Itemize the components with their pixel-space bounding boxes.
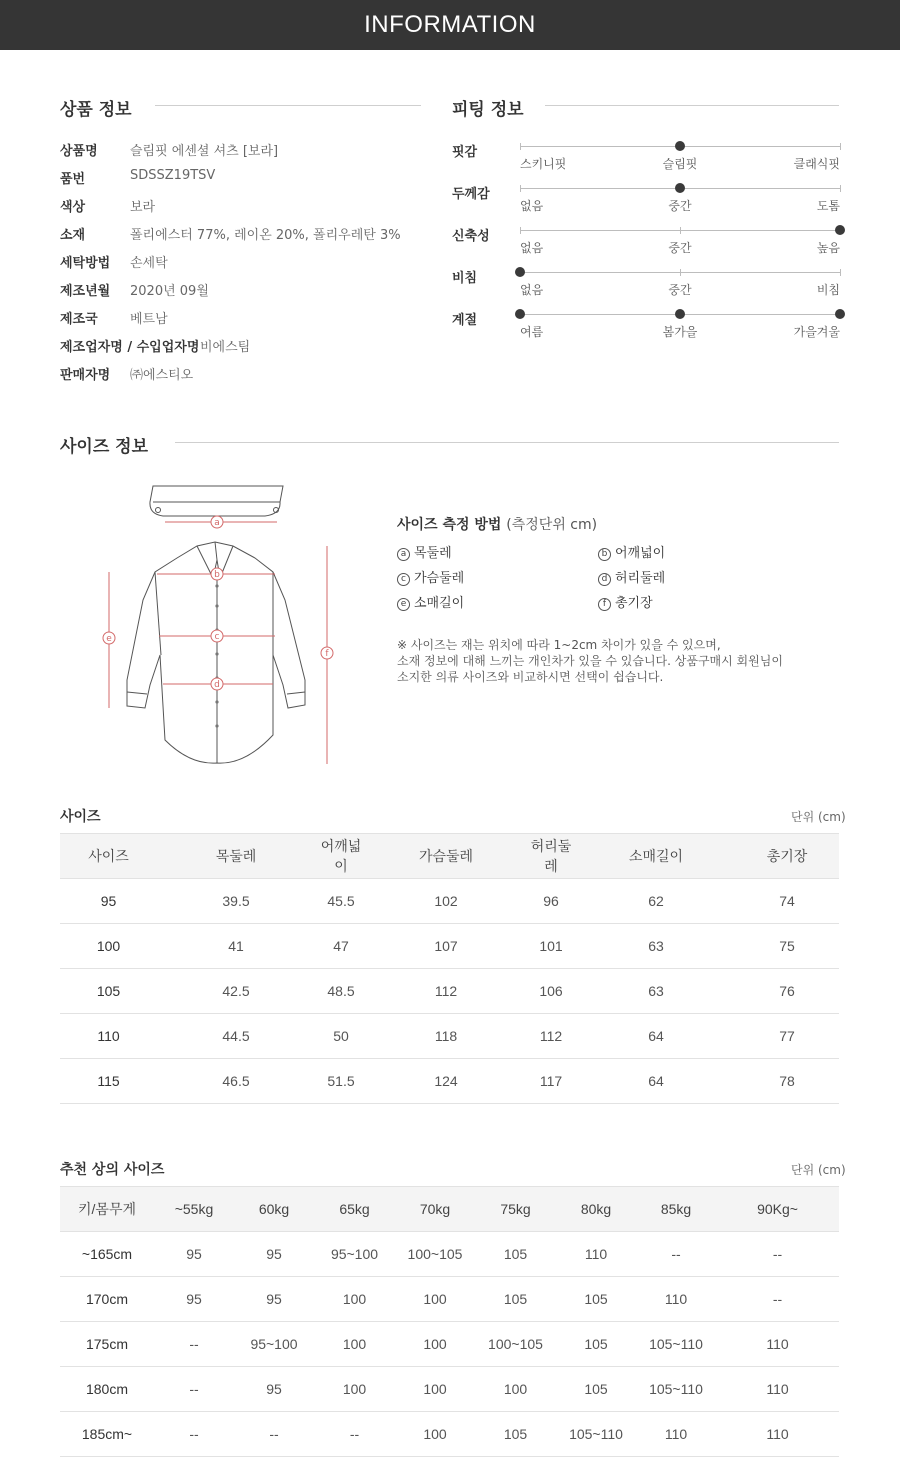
fitting-info-divider bbox=[545, 105, 839, 106]
product-info-value: 손세탁 bbox=[130, 256, 168, 271]
table-cell: 95 bbox=[234, 1277, 314, 1322]
fitting-info-title: 피팅 정보 bbox=[452, 100, 524, 120]
size-info-divider bbox=[175, 442, 839, 443]
legend-label: 총기장 bbox=[615, 596, 653, 611]
table-cell: 48.5 bbox=[315, 969, 367, 1014]
table-cell: 105 bbox=[556, 1367, 636, 1412]
table-cell: 39.5 bbox=[157, 879, 315, 924]
table-cell: 100 bbox=[314, 1322, 395, 1367]
size-table bbox=[60, 833, 839, 1104]
measure-method-label: 사이즈 측정 방법 bbox=[397, 517, 502, 533]
diagram-letter: e bbox=[106, 634, 112, 644]
diagram-letter: c bbox=[214, 632, 220, 642]
product-info-value: 베트남 bbox=[130, 312, 168, 327]
table-cell: 100 bbox=[314, 1367, 395, 1412]
header-bar bbox=[0, 0, 900, 50]
column-header: 가슴둘레 bbox=[367, 834, 525, 879]
table-cell: 100~105 bbox=[395, 1232, 475, 1277]
fitting-row bbox=[452, 141, 842, 181]
table-cell: 100 bbox=[395, 1367, 475, 1412]
column-header: 65kg bbox=[314, 1187, 395, 1232]
table-row bbox=[60, 969, 839, 1014]
table-cell: 107 bbox=[367, 924, 525, 969]
fitting-row bbox=[452, 225, 842, 265]
legend-letter-icon: b bbox=[598, 548, 611, 561]
table-cell: 95 bbox=[154, 1232, 234, 1277]
shirt-measurement-diagram bbox=[95, 480, 345, 770]
header-title: INFORMATION bbox=[364, 11, 536, 38]
size-note bbox=[397, 637, 837, 685]
table-cell: 95~100 bbox=[314, 1232, 395, 1277]
product-info-value: SDSSZ19TSV bbox=[130, 168, 216, 183]
table-row bbox=[60, 1014, 839, 1059]
legend-label: 가슴둘레 bbox=[414, 571, 465, 586]
button bbox=[215, 652, 218, 655]
button bbox=[215, 700, 218, 703]
fitting-left-label: 여름 bbox=[520, 325, 544, 339]
table-row bbox=[60, 879, 839, 924]
table-cell: 44.5 bbox=[157, 1014, 315, 1059]
product-info-label: 제조국 bbox=[60, 312, 98, 327]
legend-item-d bbox=[598, 567, 665, 586]
size-note-line: ※ 사이즈는 재는 위치에 따라 1~2cm 차이가 있을 수 있으며, bbox=[397, 638, 721, 652]
legend-label: 허리둘레 bbox=[615, 571, 666, 586]
fitting-mid-label: 봄가을 bbox=[662, 325, 698, 339]
column-header: 소매길이 bbox=[577, 834, 735, 879]
fitting-label: 신축성 bbox=[452, 229, 490, 244]
table-cell: 100 bbox=[475, 1367, 556, 1412]
button bbox=[215, 584, 218, 587]
table-cell: 105 bbox=[475, 1277, 556, 1322]
fitting-right-label: 비침 bbox=[816, 283, 840, 297]
table-cell: -- bbox=[154, 1412, 234, 1457]
fitting-level-dot bbox=[675, 141, 685, 151]
product-info-value: 슬림핏 에센셜 셔츠 [보라] bbox=[130, 144, 279, 159]
fitting-tick bbox=[840, 269, 841, 276]
table-cell: 105 bbox=[60, 969, 157, 1014]
table-cell: 46.5 bbox=[157, 1059, 315, 1104]
size-note-line: 소재 정보에 대해 느끼는 개인차가 있을 수 있습니다. 상품구매시 회원님이 bbox=[397, 654, 783, 668]
fitting-right-label: 가을겨울 bbox=[793, 325, 840, 339]
product-info-label: 제조업자명 / 수입업자명 bbox=[60, 340, 200, 355]
size-info-title: 사이즈 정보 bbox=[60, 437, 149, 457]
fitting-right-label: 도톰 bbox=[816, 199, 840, 213]
table-cell: 110 bbox=[636, 1277, 716, 1322]
table-cell: 75 bbox=[735, 924, 839, 969]
fitting-level-dot bbox=[675, 183, 685, 193]
fitting-level-dot bbox=[515, 267, 525, 277]
table-cell: -- bbox=[636, 1232, 716, 1277]
product-info-label: 색상 bbox=[60, 200, 86, 215]
legend-item-b bbox=[598, 542, 665, 561]
fitting-row bbox=[452, 309, 842, 349]
table-row bbox=[60, 1322, 839, 1367]
legend-item-c bbox=[397, 567, 464, 586]
fitting-left-label: 없음 bbox=[520, 283, 544, 297]
table-cell: 170cm bbox=[60, 1277, 154, 1322]
product-info-label: 세탁방법 bbox=[60, 256, 111, 271]
table-cell: 77 bbox=[735, 1014, 839, 1059]
product-info-label: 품번 bbox=[60, 172, 86, 187]
table-cell: 115 bbox=[60, 1059, 157, 1104]
column-header: 목둘레 bbox=[157, 834, 315, 879]
column-header: 70kg bbox=[395, 1187, 475, 1232]
fitting-level-dot bbox=[835, 309, 845, 319]
product-info-label: 판매자명 bbox=[60, 368, 111, 383]
table-cell: 41 bbox=[157, 924, 315, 969]
table-cell: 101 bbox=[525, 924, 577, 969]
fitting-tick bbox=[520, 185, 521, 192]
measure-method-title bbox=[397, 514, 597, 534]
table-cell: 118 bbox=[367, 1014, 525, 1059]
table-cell: 110 bbox=[716, 1412, 839, 1457]
table-cell: 62 bbox=[577, 879, 735, 924]
legend-label: 소매길이 bbox=[414, 596, 465, 611]
diagram-letter: a bbox=[214, 518, 220, 528]
product-info-title: 상품 정보 bbox=[60, 100, 132, 120]
table-cell: 95 bbox=[60, 879, 157, 924]
product-info-value: 보라 bbox=[130, 200, 156, 215]
table-cell: 112 bbox=[367, 969, 525, 1014]
table-cell: 96 bbox=[525, 879, 577, 924]
table-cell: 95 bbox=[154, 1277, 234, 1322]
fitting-right-label: 클래식핏 bbox=[793, 157, 840, 171]
column-header: 어깨넓이 bbox=[315, 834, 367, 879]
table-cell: 105 bbox=[475, 1412, 556, 1457]
table-cell: 100 bbox=[60, 924, 157, 969]
table-cell: 100 bbox=[395, 1277, 475, 1322]
fitting-label: 핏감 bbox=[452, 145, 478, 160]
table-cell: 105 bbox=[475, 1232, 556, 1277]
diagram-letter: d bbox=[214, 680, 220, 690]
diagram-letter: b bbox=[214, 570, 220, 580]
rec-table-unit: 단위 (cm) bbox=[791, 1163, 846, 1177]
fitting-tick bbox=[680, 269, 681, 276]
table-cell: -- bbox=[154, 1322, 234, 1367]
table-row bbox=[60, 1412, 839, 1457]
fitting-level-dot bbox=[515, 309, 525, 319]
column-header: ~55kg bbox=[154, 1187, 234, 1232]
product-info-divider bbox=[155, 105, 421, 106]
size-table-unit: 단위 (cm) bbox=[791, 810, 846, 824]
legend-item-a bbox=[397, 542, 452, 561]
table-cell: 63 bbox=[577, 924, 735, 969]
table-cell: 78 bbox=[735, 1059, 839, 1104]
legend-letter-icon: f bbox=[598, 598, 611, 611]
table-row bbox=[60, 1059, 839, 1104]
fitting-level-dot bbox=[675, 309, 685, 319]
table-cell: 117 bbox=[525, 1059, 577, 1104]
legend-item-e bbox=[397, 592, 464, 611]
product-info-label: 소재 bbox=[60, 228, 86, 243]
table-cell: 110 bbox=[636, 1412, 716, 1457]
product-info-label: 제조년월 bbox=[60, 284, 111, 299]
fitting-left-label: 없음 bbox=[520, 199, 544, 213]
table-row bbox=[60, 1277, 839, 1322]
fitting-row bbox=[452, 183, 842, 223]
column-header: 총기장 bbox=[735, 834, 839, 879]
product-info-label: 상품명 bbox=[60, 144, 98, 159]
table-cell: 50 bbox=[315, 1014, 367, 1059]
fitting-right-label: 높음 bbox=[816, 241, 840, 255]
column-header: 75kg bbox=[475, 1187, 556, 1232]
legend-label: 목둘레 bbox=[414, 546, 452, 561]
table-cell: ~165cm bbox=[60, 1232, 154, 1277]
table-cell: 180cm bbox=[60, 1367, 154, 1412]
table-cell: -- bbox=[716, 1277, 839, 1322]
fitting-label: 비침 bbox=[452, 271, 478, 286]
column-header: 60kg bbox=[234, 1187, 314, 1232]
fitting-tick bbox=[680, 227, 681, 234]
measure-unit: (측정단위 cm) bbox=[506, 517, 598, 533]
table-cell: 74 bbox=[735, 879, 839, 924]
button bbox=[215, 724, 218, 727]
table-cell: 95 bbox=[234, 1367, 314, 1412]
table-cell: 95~100 bbox=[234, 1322, 314, 1367]
legend-letter-icon: a bbox=[397, 548, 410, 561]
table-cell: 102 bbox=[367, 879, 525, 924]
product-info-value: ㈜에스티오 bbox=[130, 368, 194, 383]
table-cell: 45.5 bbox=[315, 879, 367, 924]
table-cell: 95 bbox=[234, 1232, 314, 1277]
table-cell: 112 bbox=[525, 1014, 577, 1059]
table-cell: -- bbox=[716, 1232, 839, 1277]
fitting-label: 두께감 bbox=[452, 187, 490, 202]
column-header: 80kg bbox=[556, 1187, 636, 1232]
column-header: 키/몸무게 bbox=[60, 1187, 154, 1232]
table-cell: 110 bbox=[716, 1367, 839, 1412]
table-cell: 42.5 bbox=[157, 969, 315, 1014]
table-row bbox=[60, 1232, 839, 1277]
table-cell: 106 bbox=[525, 969, 577, 1014]
collar-outline bbox=[150, 486, 283, 516]
table-cell: 105~110 bbox=[636, 1367, 716, 1412]
column-header: 85kg bbox=[636, 1187, 716, 1232]
fitting-row bbox=[452, 267, 842, 307]
table-cell: 64 bbox=[577, 1059, 735, 1104]
table-cell: 100 bbox=[314, 1277, 395, 1322]
fitting-tick bbox=[840, 185, 841, 192]
fitting-left-label: 없음 bbox=[520, 241, 544, 255]
fitting-mid-label: 중간 bbox=[668, 199, 692, 213]
product-info-value: 폴리에스터 77%, 레이온 20%, 폴리우레탄 3% bbox=[130, 228, 401, 243]
fitting-mid-label: 중간 bbox=[668, 241, 692, 255]
table-cell: 100~105 bbox=[475, 1322, 556, 1367]
table-cell: 175cm bbox=[60, 1322, 154, 1367]
table-cell: 185cm~ bbox=[60, 1412, 154, 1457]
table-cell: 47 bbox=[315, 924, 367, 969]
table-cell: 100 bbox=[395, 1412, 475, 1457]
table-cell: -- bbox=[154, 1367, 234, 1412]
legend-item-f bbox=[598, 592, 653, 611]
fitting-level-dot bbox=[835, 225, 845, 235]
table-cell: 76 bbox=[735, 969, 839, 1014]
fitting-tick bbox=[840, 143, 841, 150]
table-cell: 110 bbox=[716, 1322, 839, 1367]
column-header: 사이즈 bbox=[60, 834, 157, 879]
product-info-value: 2020년 09월 bbox=[130, 284, 209, 299]
table-cell: 105~110 bbox=[556, 1412, 636, 1457]
legend-letter-icon: d bbox=[598, 573, 611, 586]
fitting-label: 계절 bbox=[452, 313, 478, 328]
table-cell: 105 bbox=[556, 1322, 636, 1367]
table-cell: 51.5 bbox=[315, 1059, 367, 1104]
column-header: 90Kg~ bbox=[716, 1187, 839, 1232]
diagram-letter: f bbox=[325, 649, 329, 659]
size-table-title: 사이즈 bbox=[60, 809, 101, 825]
table-cell: 105 bbox=[556, 1277, 636, 1322]
legend-letter-icon: e bbox=[397, 598, 410, 611]
table-cell: -- bbox=[314, 1412, 395, 1457]
table-cell: 64 bbox=[577, 1014, 735, 1059]
recommended-size-table bbox=[60, 1186, 839, 1457]
table-cell: 110 bbox=[60, 1014, 157, 1059]
table-cell: -- bbox=[234, 1412, 314, 1457]
fitting-tick bbox=[520, 227, 521, 234]
legend-label: 어깨넓이 bbox=[615, 546, 666, 561]
table-cell: 124 bbox=[367, 1059, 525, 1104]
table-row bbox=[60, 1367, 839, 1412]
fitting-mid-label: 중간 bbox=[668, 283, 692, 297]
fitting-tick bbox=[520, 143, 521, 150]
table-cell: 100 bbox=[395, 1322, 475, 1367]
table-row bbox=[60, 924, 839, 969]
size-note-line: 소지한 의류 사이즈와 비교하시면 선택이 쉽습니다. bbox=[397, 670, 664, 684]
fitting-mid-label: 슬림핏 bbox=[662, 157, 698, 171]
rec-table-title: 추천 상의 사이즈 bbox=[60, 1162, 165, 1178]
table-cell: 105~110 bbox=[636, 1322, 716, 1367]
legend-letter-icon: c bbox=[397, 573, 410, 586]
table-cell: 110 bbox=[556, 1232, 636, 1277]
button bbox=[215, 604, 218, 607]
column-header: 허리둘레 bbox=[525, 834, 577, 879]
product-info-value: 비에스팀 bbox=[200, 340, 251, 355]
table-cell: 63 bbox=[577, 969, 735, 1014]
fitting-left-label: 스키니핏 bbox=[520, 157, 567, 171]
